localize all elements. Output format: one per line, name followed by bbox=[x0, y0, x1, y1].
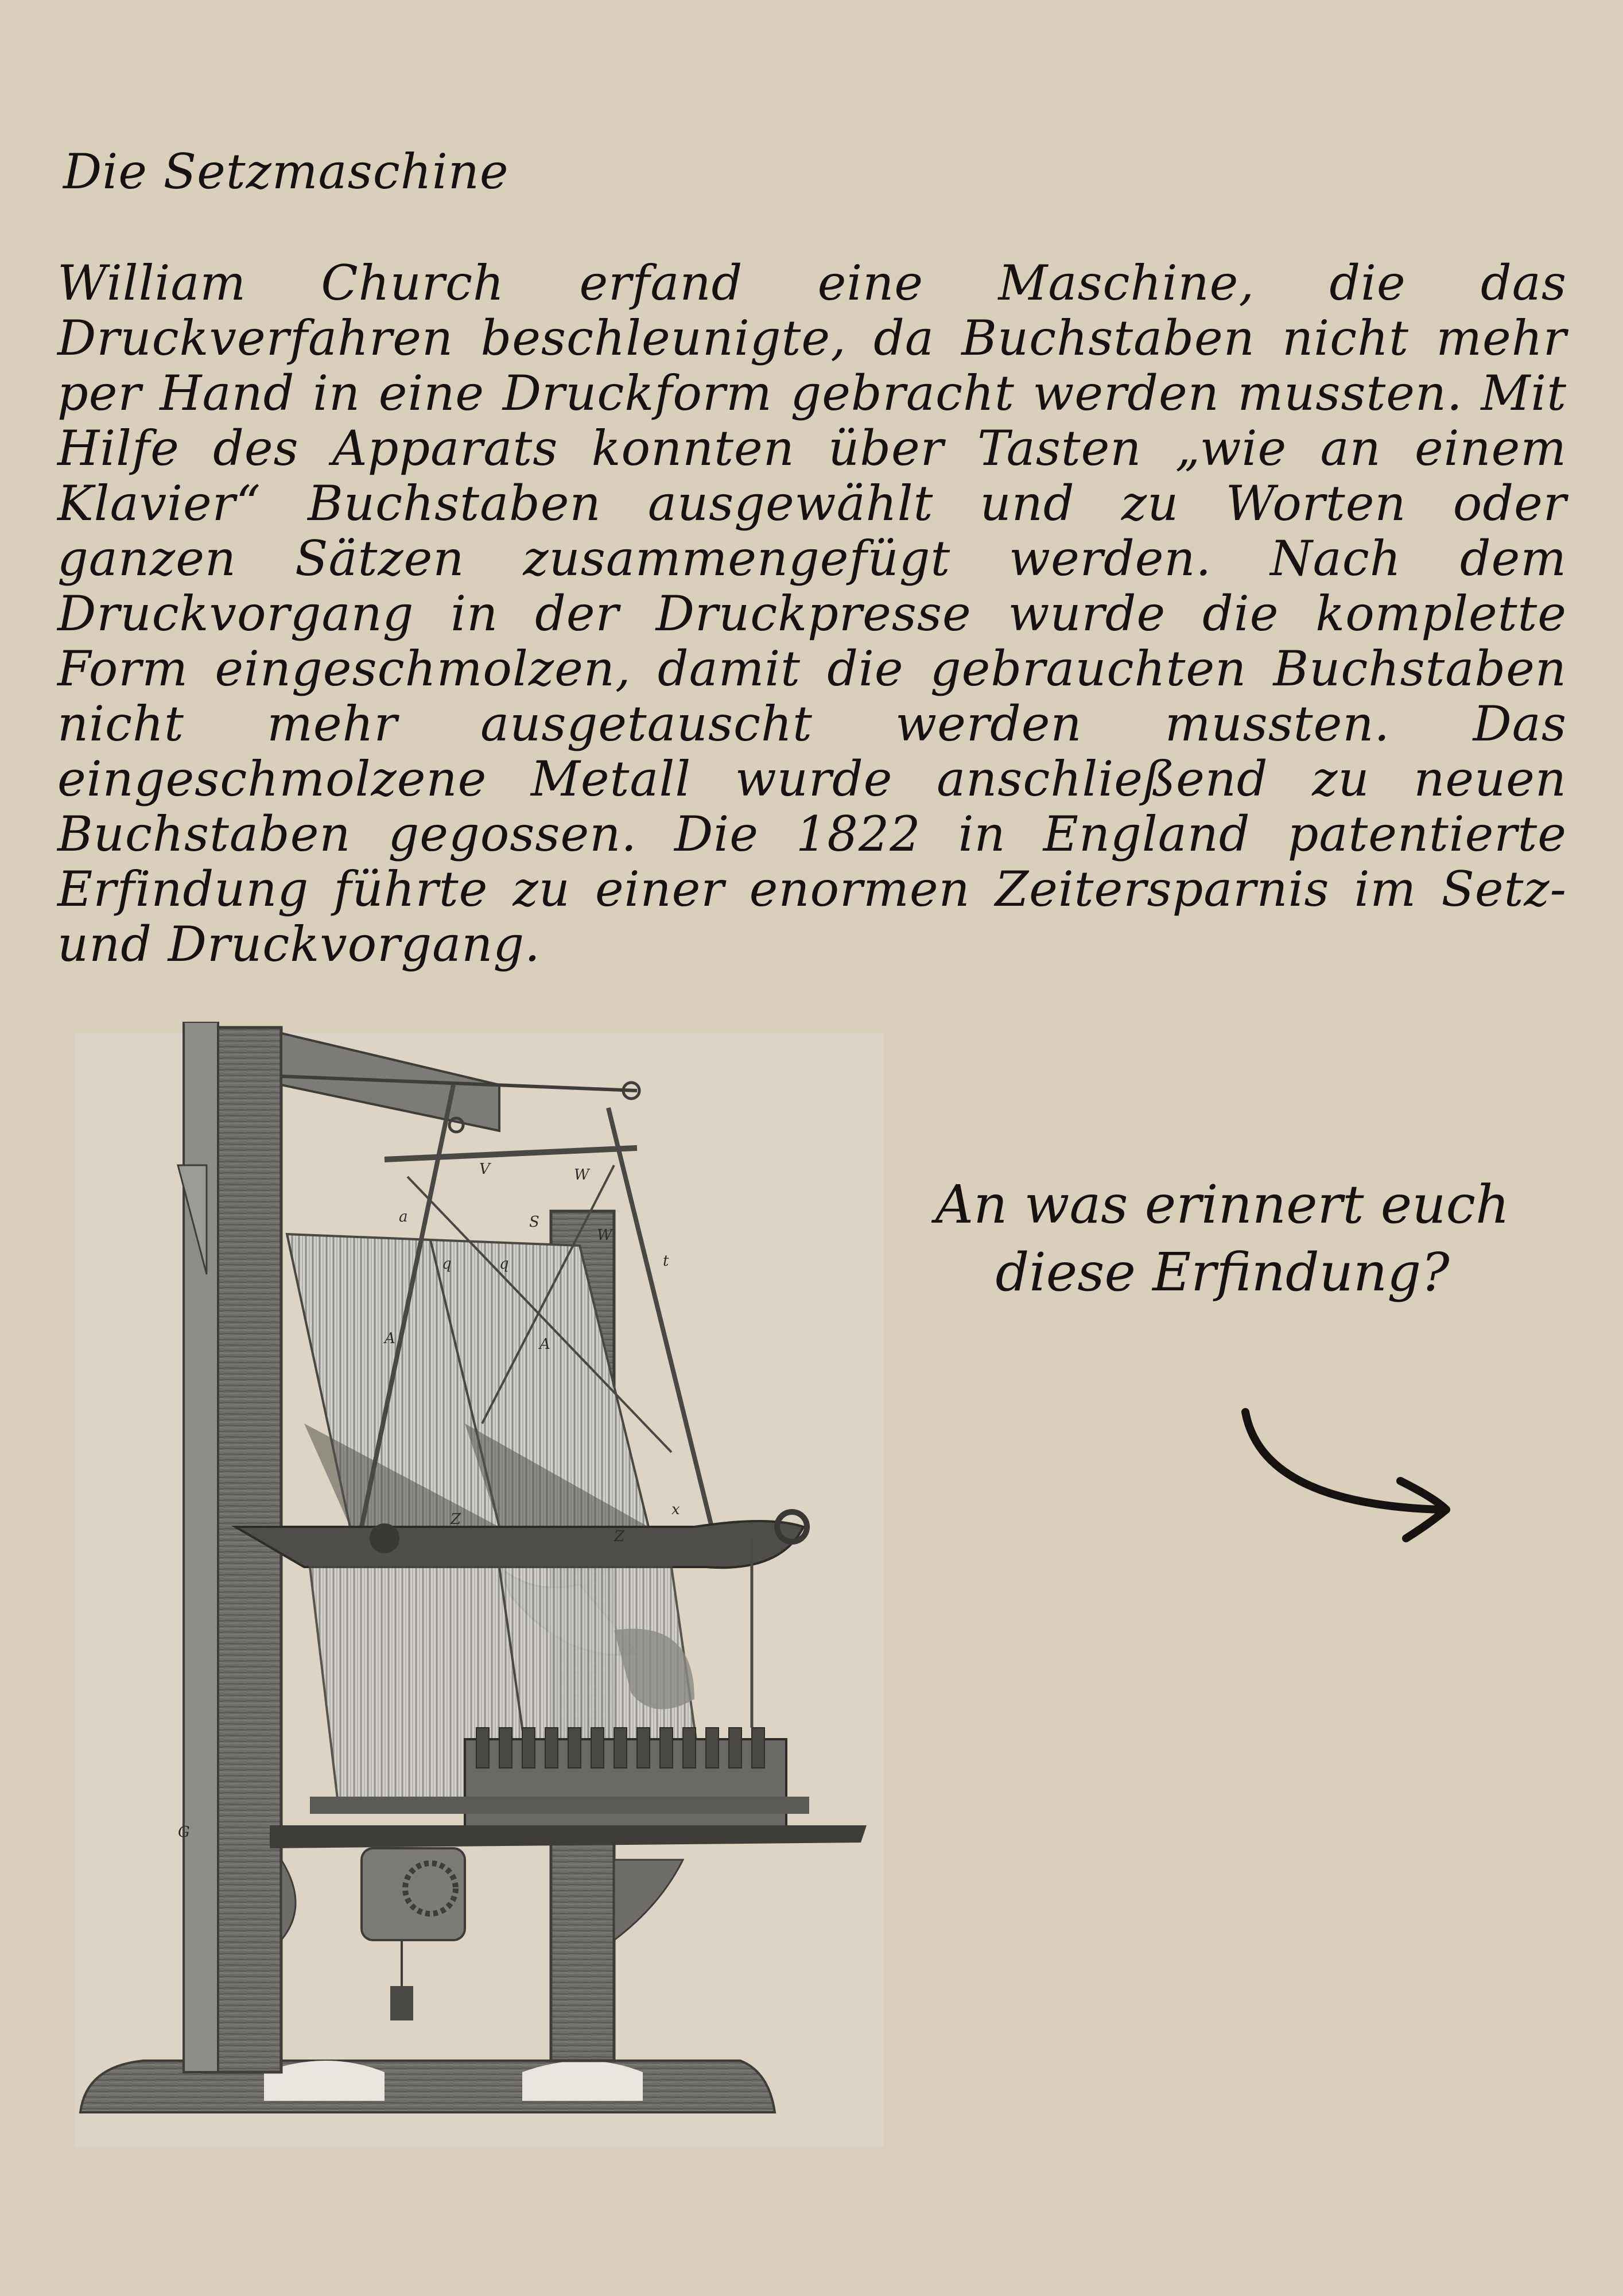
question-line-1: An was erinnert euch bbox=[935, 1174, 1510, 1235]
engraving-label: a bbox=[399, 1208, 408, 1225]
engraving-label: W bbox=[597, 1227, 612, 1244]
engraving-label: V bbox=[479, 1161, 490, 1178]
engraving-label: Z bbox=[614, 1528, 625, 1545]
typesetting-machine-illustration bbox=[63, 1022, 895, 2158]
question-line-2: diese Erfindung? bbox=[995, 1242, 1450, 1303]
engraving-label: t bbox=[663, 1252, 669, 1270]
engraving-label: A bbox=[385, 1330, 395, 1347]
question-prompt bbox=[907, 1171, 1538, 1306]
page-title: Die Setzmaschine bbox=[63, 144, 509, 200]
engraving-label: q bbox=[499, 1255, 509, 1273]
engraving-label: W bbox=[574, 1166, 589, 1184]
body-paragraph: William Church erfand eine Maschine, die das Druckverfahren beschleunigte, da Buchstaben nicht mehr per Hand in eine Druckform gebracht werden mussten. Mit Hilfe des Apparats konnten über Tasten „wie an einem Klavier“ Buchstaben ausgewählt und zu Worten oder ganzen Sätzen zusammengefügt werden. Nach dem Druckvorgang in der Druckpresse wurde die komplette Form eingeschmolzen, damit die gebrauchten Buchstaben nicht mehr ausgetauscht werden mussten. Das eingeschmolzene Metall wurde anschließend zu neuen Buchstaben gegossen. Die 1822 in England patentierte Erfindung führte zu einer enormen Zeitersparnis im Setz- und Druckvorgang. bbox=[57, 255, 1567, 972]
engraving-label: Z bbox=[451, 1511, 461, 1528]
engraving-label: q bbox=[442, 1255, 452, 1273]
engraving-label: A bbox=[539, 1336, 550, 1353]
engraving-label: G bbox=[178, 1824, 190, 1841]
engraving-label: x bbox=[671, 1501, 680, 1518]
curved-arrow-icon bbox=[1222, 1395, 1463, 1556]
engraving-label: S bbox=[529, 1213, 539, 1231]
